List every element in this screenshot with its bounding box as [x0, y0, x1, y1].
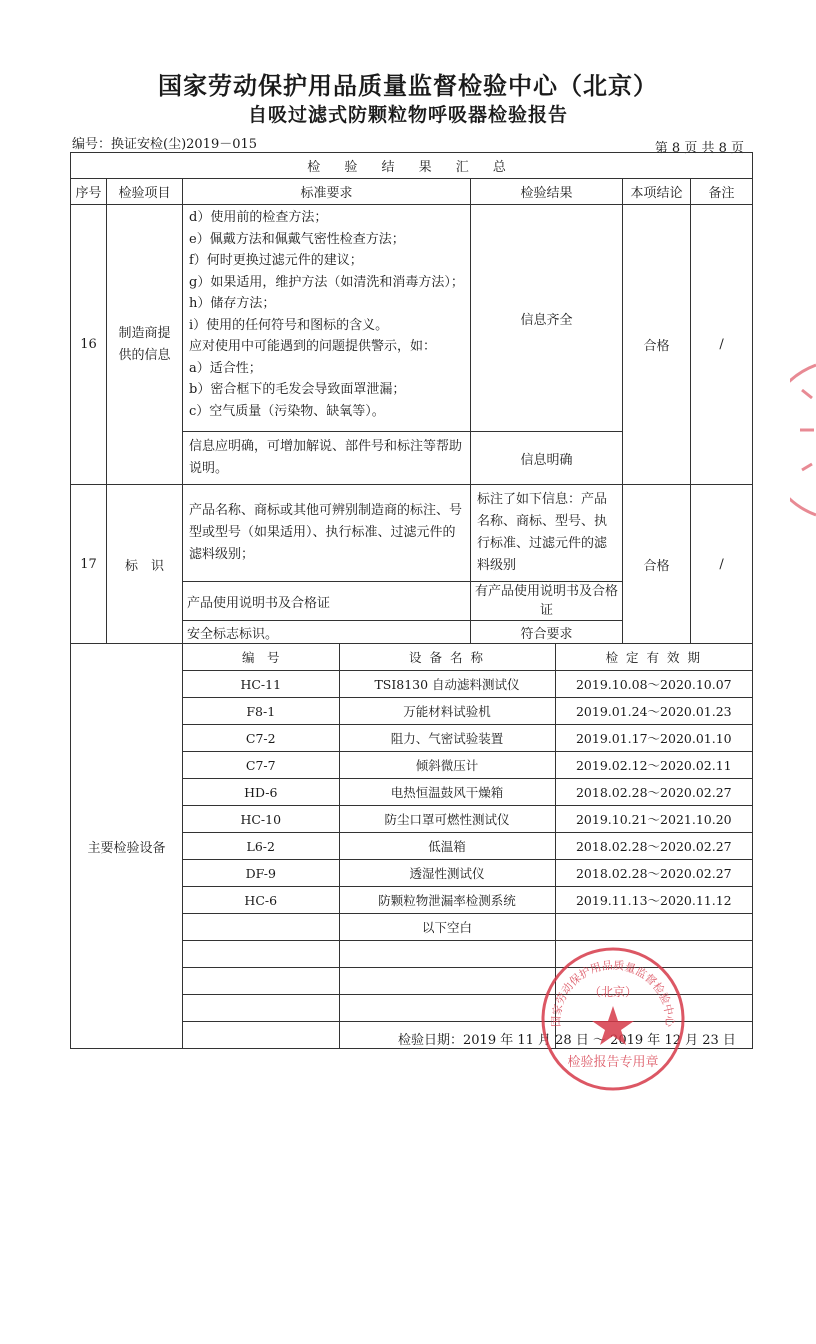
page-info: 第 8 页 共 8 页 — [654, 141, 744, 156]
equipment-code: HC-6 — [183, 887, 339, 914]
equipment-row — [183, 806, 752, 833]
equipment-validity: 2019.02.12～2020.02.11 — [555, 752, 752, 779]
col-header-result: 检验结果 — [471, 179, 623, 205]
result-cell: 标注了如下信息：产品名称、商标、型号、执行标准、过滤元件的滤料级别 — [471, 485, 623, 582]
equipment-name: 防尘口罩可燃性测试仪 — [339, 806, 555, 833]
table-row — [71, 485, 753, 582]
equipment-row — [183, 887, 752, 914]
col-header-conclusion: 本项结论 — [623, 179, 691, 205]
conclusion-cell: 合格 — [623, 485, 691, 644]
requirement-list — [183, 205, 471, 432]
col-header-no: 序号 — [71, 179, 107, 205]
equipment-name: 阻力、气密试验装置 — [339, 725, 555, 752]
requirement-cell: 产品名称、商标或其他可辨别制造商的标注、号型或型号（如果适用）、执行标准、过滤元件的滤料级别； — [183, 485, 471, 582]
requirement-line: b）密合框下的毛发会导致面罩泄漏； — [189, 382, 406, 397]
report-title: 国家劳动保护用品质量监督检验中心（北京） — [158, 72, 658, 100]
equipment-code: HD-6 — [183, 779, 339, 806]
conclusion-cell: 合格 — [623, 205, 691, 485]
result-cell: 信息齐全 — [471, 205, 623, 432]
equipment-row — [183, 779, 752, 806]
equipment-name: 透湿性测试仪 — [339, 860, 555, 887]
equipment-header-row — [183, 644, 752, 671]
equipment-name: 防颗粒物泄漏率检测系统 — [339, 887, 555, 914]
requirement-line: d）使用前的检查方法； — [189, 210, 328, 225]
header-row — [71, 179, 753, 205]
requirement-line: g）如果适用，维护方法（如清洗和消毒方法）； — [189, 274, 464, 290]
results-table — [70, 152, 753, 1049]
requirement-cell: 信息应明确，可增加解说、部件号和标注等帮助说明。 — [183, 432, 471, 485]
equipment-validity: 2018.02.28～2020.02.27 — [555, 833, 752, 860]
equipment-validity: 2019.11.13～2020.11.12 — [555, 887, 752, 914]
equipment-code: C7-7 — [183, 752, 339, 779]
seal-text-top: 国家劳动保护用品质量监督检验中心 — [549, 958, 677, 1027]
inspection-date: 检验日期：2019 年 11 月 28 日 ～ 2019 年 12 月 23 日 — [398, 1033, 736, 1048]
equipment-name: 倾斜微压计 — [339, 752, 555, 779]
table-row — [71, 205, 753, 432]
remark-cell: / — [691, 205, 753, 485]
equipment-header-validity: 检 定 有 效 期 — [555, 644, 752, 671]
requirement-cell: 产品使用说明书及合格证 — [183, 582, 471, 621]
col-header-remark: 备注 — [691, 179, 753, 205]
equipment-header-code: 编 号 — [183, 644, 339, 671]
requirement-line: 应对使用中可能遇到的问题提供警示，如： — [189, 339, 437, 354]
equipment-row — [183, 752, 752, 779]
equipment-name: 电热恒温鼓风干燥箱 — [339, 779, 555, 806]
col-header-requirement: 标准要求 — [183, 179, 471, 205]
item-no: 17 — [71, 485, 107, 644]
equipment-name: 低温箱 — [339, 833, 555, 860]
edge-seal-icon — [790, 360, 816, 520]
equipment-validity: 2019.10.21～2021.10.20 — [555, 806, 752, 833]
requirement-line: f）何时更换过滤元件的建议； — [189, 253, 363, 268]
equipment-code: C7-2 — [183, 725, 339, 752]
requirement-cell: 安全标志标识。 — [183, 621, 471, 644]
equipment-row — [183, 833, 752, 860]
report-subtitle: 自吸过滤式防颗粒物呼吸器检验报告 — [247, 104, 568, 126]
equipment-validity: 2019.01.17～2020.01.10 — [555, 725, 752, 752]
item-name: 标 识 — [107, 485, 183, 644]
blank-note: 以下空白 — [339, 914, 555, 941]
requirement-line: a）适合性； — [189, 360, 262, 376]
equipment-row — [183, 671, 752, 698]
equipment-code: HC-11 — [183, 671, 339, 698]
summary-title: 检 验 结 果 汇 总 — [71, 153, 753, 179]
result-cell: 信息明确 — [471, 432, 623, 485]
seal-text-bottom: 检验报告专用章 — [567, 1055, 659, 1070]
report-number: 编号：换证安检(尘)2019－015 — [72, 137, 258, 152]
item-name: 制造商提供的信息 — [107, 205, 183, 485]
equipment-row — [183, 698, 752, 725]
result-cell: 有产品使用说明书及合格证 — [471, 582, 623, 621]
requirement-line: i）使用的任何符号和图标的含义。 — [189, 317, 389, 333]
equipment-row — [183, 725, 752, 752]
equipment-code: L6-2 — [183, 833, 339, 860]
seal-text-middle: （北京） — [588, 985, 638, 999]
official-seal-icon — [538, 944, 688, 1094]
col-header-item: 检验项目 — [107, 179, 183, 205]
equipment-code: HC-10 — [183, 806, 339, 833]
result-cell: 符合要求 — [471, 621, 623, 644]
requirement-line: c）空气质量（污染物、缺氧等）。 — [189, 403, 385, 419]
equipment-header-name: 设 备 名 称 — [339, 644, 555, 671]
equipment-name: TSI8130 自动滤料测试仪 — [339, 671, 555, 698]
equipment-code: F8-1 — [183, 698, 339, 725]
item-no: 16 — [71, 205, 107, 485]
equipment-validity: 2018.02.28～2020.02.27 — [555, 860, 752, 887]
equipment-code: DF-9 — [183, 860, 339, 887]
equipment-row — [183, 860, 752, 887]
requirement-line: h）储存方法； — [189, 296, 276, 311]
equipment-validity: 2019.01.24～2020.01.23 — [555, 698, 752, 725]
equipment-label: 主要检验设备 — [71, 644, 183, 1049]
remark-cell: / — [691, 485, 753, 644]
equipment-validity: 2018.02.28～2020.02.27 — [555, 779, 752, 806]
equipment-validity: 2019.10.08～2020.10.07 — [555, 671, 752, 698]
equipment-name: 万能材料试验机 — [339, 698, 555, 725]
requirement-line: e）佩戴方法和佩戴气密性检查方法； — [189, 231, 405, 247]
equipment-row — [183, 914, 752, 941]
